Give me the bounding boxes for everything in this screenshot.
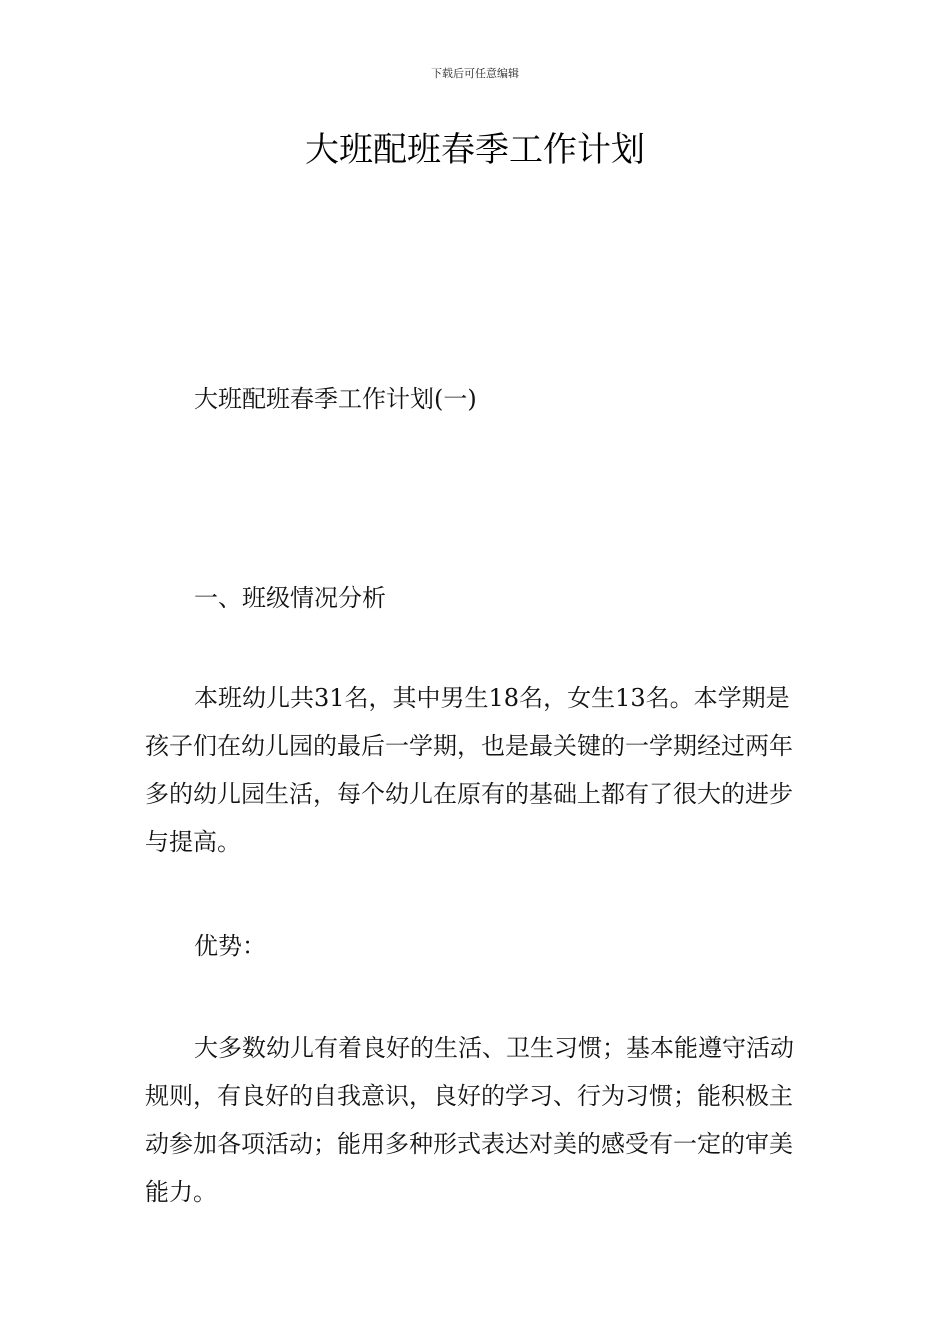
document-title: 大班配班春季工作计划 [305,130,645,170]
header-note: 下载后可任意编辑 [431,67,519,80]
body-paragraph-advantages: 大多数幼儿有着良好的生活、卫生习惯；基本能遵守活动规则，有良好的自我意识，良好的学习、行为习惯；能积极主动参加各项活动；能用多种形式表达对美的感受有一定的审美能力。 [145,1034,794,1206]
document-subtitle: 大班配班春季工作计划(一) [194,385,477,413]
section-heading: 一、班级情况分析 [194,584,386,612]
advantage-label: 优势： [194,932,266,960]
body-paragraph-class-overview: 本班幼儿共31名，其中男生18名，女生13名。本学期是孩子们在幼儿园的最后一学期，也是最关键的一学期经过两年多的幼儿园生活，每个幼儿在原有的基础上都有了很大的进步与提高。 [145,684,793,856]
